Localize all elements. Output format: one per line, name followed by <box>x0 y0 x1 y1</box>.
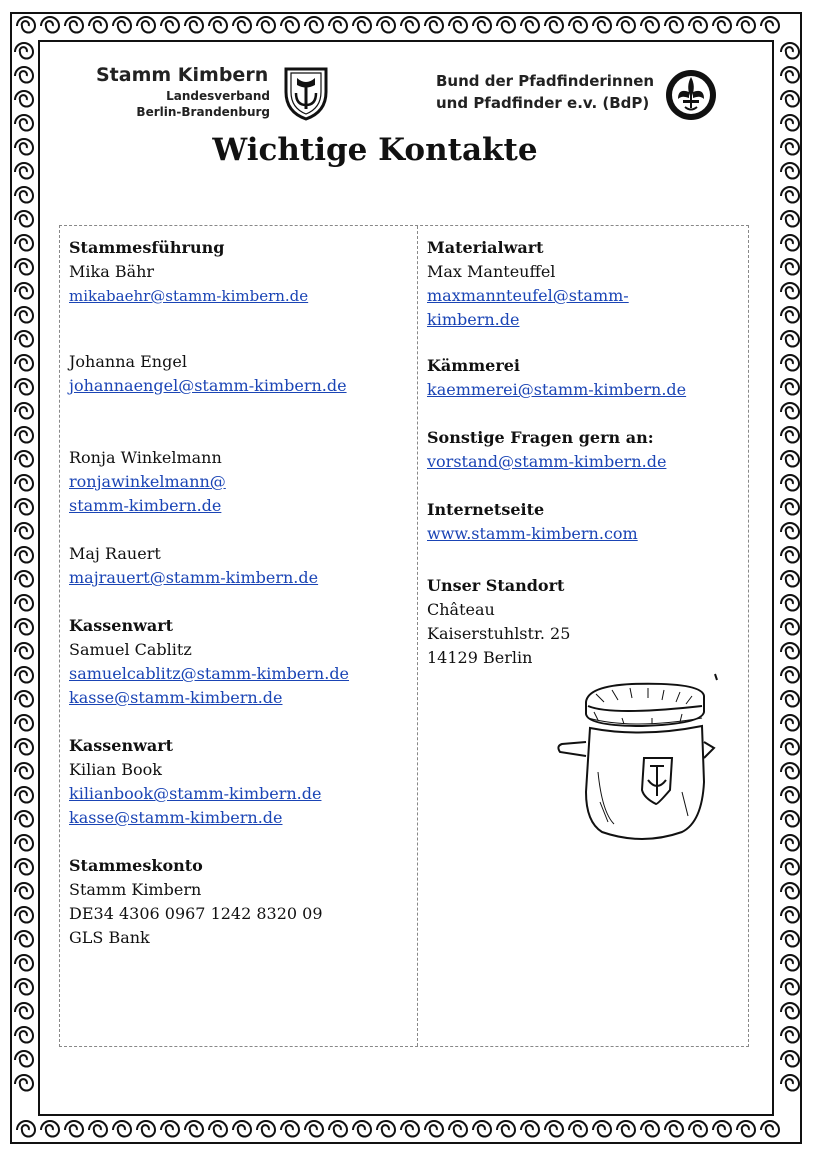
heading-materialwart: Materialwart <box>427 238 544 257</box>
contact-name: Samuel Cablitz <box>69 640 192 659</box>
email-link[interactable]: kimbern.de <box>427 310 520 329</box>
org-subtitle-2: Berlin-Brandenburg <box>136 105 270 119</box>
org-name: Stamm Kimbern <box>96 64 269 86</box>
contact-name: Max Manteuffel <box>427 262 556 281</box>
email-link[interactable]: maxmannteufel@stamm- <box>427 286 629 305</box>
contact-column-left <box>69 236 409 950</box>
account-iban: DE34 4306 0967 1242 8320 09 <box>69 904 323 923</box>
email-link[interactable]: ronjawinkelmann@ <box>69 472 226 491</box>
heading-stammeskonto: Stammeskonto <box>69 856 203 875</box>
bdp-header <box>436 70 656 114</box>
account-bank: GLS Bank <box>69 928 150 947</box>
email-link[interactable]: majrauert@stamm-kimbern.de <box>69 568 319 587</box>
account-holder: Stamm Kimbern <box>69 880 202 899</box>
email-link[interactable]: kasse@stamm-kimbern.de <box>69 808 283 827</box>
stamm-header <box>96 62 270 120</box>
heading-kaemmerei: Kämmerei <box>427 356 520 375</box>
page-title: Wichtige Kontakte <box>212 132 538 168</box>
address-line: 14129 Berlin <box>427 648 533 667</box>
email-link[interactable]: johannaengel@stamm-kimbern.de <box>69 376 347 395</box>
heading-standort: Unser Standort <box>427 576 565 595</box>
email-link[interactable]: vorstand@stamm-kimbern.de <box>427 452 667 471</box>
address-line: Château <box>427 600 495 619</box>
website-link[interactable]: www.stamm-kimbern.com <box>427 524 638 543</box>
email-link[interactable]: kilianbook@stamm-kimbern.de <box>69 784 322 803</box>
contact-name: Mika Bähr <box>69 262 155 281</box>
email-link[interactable]: kaemmerei@stamm-kimbern.de <box>427 380 687 399</box>
email-link[interactable]: mikabaehr@stamm-kimbern.de <box>69 287 309 305</box>
heading-kassenwart: Kassenwart <box>69 736 174 755</box>
contact-name: Ronja Winkelmann <box>69 448 222 467</box>
lily-emblem-icon <box>664 68 718 122</box>
contact-name: Maj Rauert <box>69 544 161 563</box>
bdp-line-2: und Pfadfinder e.v. (BdP) <box>436 94 650 112</box>
email-link[interactable]: kasse@stamm-kimbern.de <box>69 688 283 707</box>
bdp-line-1: Bund der Pfadfinderinnen <box>436 72 655 90</box>
contact-name: Kilian Book <box>69 760 162 779</box>
heading-stammesfuehrung: Stammesführung <box>69 238 225 257</box>
jar-drawing-icon <box>552 672 722 852</box>
shield-emblem-icon <box>283 66 329 122</box>
column-divider <box>417 226 418 1046</box>
heading-sonstige-fragen: Sonstige Fragen gern an: <box>427 428 654 447</box>
heading-internetseite: Internetseite <box>427 500 545 519</box>
email-link[interactable]: samuelcablitz@stamm-kimbern.de <box>69 664 350 683</box>
address-line: Kaiserstuhlstr. 25 <box>427 624 571 643</box>
contact-column-right <box>427 236 742 670</box>
contact-name: Johanna Engel <box>69 352 187 371</box>
email-link[interactable]: stamm-kimbern.de <box>69 496 222 515</box>
org-subtitle-1: Landesverband <box>166 89 270 103</box>
heading-kassenwart: Kassenwart <box>69 616 174 635</box>
contact-table <box>59 225 749 1047</box>
